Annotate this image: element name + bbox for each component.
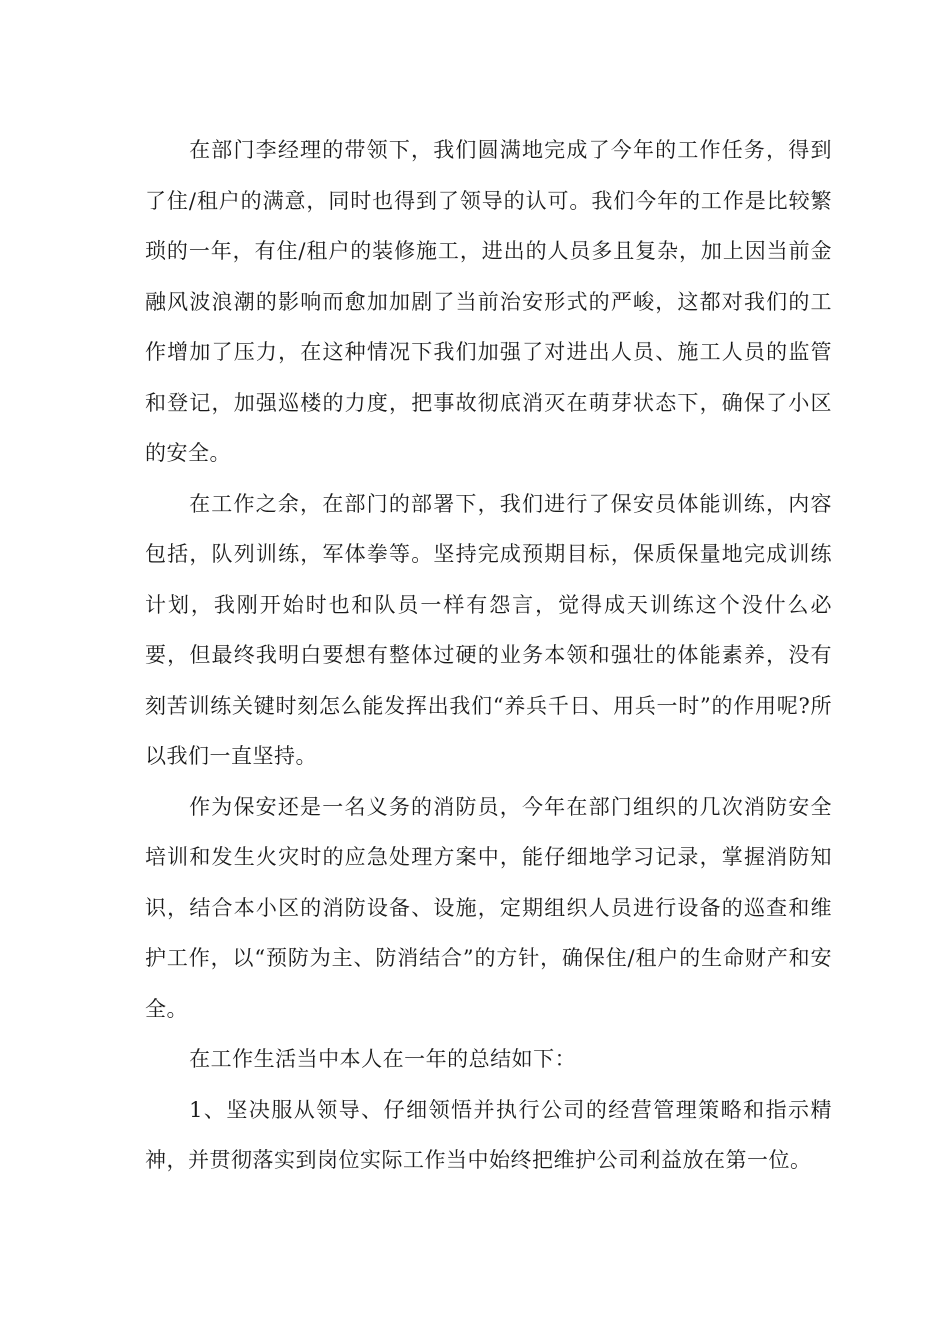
paragraph-summary-intro: 在工作生活当中本人在一年的总结如下：	[189, 1047, 577, 1071]
paragraph-work-summary: 在部门李经理的带领下，我们圆满地完成了今年的工作任务，得到了住/租户的满意，同时也得到了领导的认可。我们今年的工作是比较繁琐的一年，有住/租户的装修施工，进出的人员多且复杂，加上因当前金融风波浪潮的影响而愈加加剧了当前治安形式的严峻，这都对我们的工作增加了压力，在这种情况下我们加强了对进出人员、施工人员的监管和登记，加强巡楼的力度，把事故彻底消灭在萌芽状态下，确保了小区的安全。	[145, 138, 832, 465]
paragraph-training: 在工作之余，在部门的部署下，我们进行了保安员体能训练，内容包括，队列训练，军体拳等。坚持完成预期目标，保质保量地完成训练计划，我刚开始时也和队员一样有怨言，觉得成天训练这个没什么必要，但最终我明白要想有整体过硬的业务本领和强壮的体能素养，没有刻苦训练关键时刻怎么能发挥出我们“养兵千日、用兵一时”的作用呢?所以我们一直坚持。	[145, 491, 832, 768]
paragraph-item-1: 1、坚决服从领导、仔细领悟并执行公司的经营管理策略和指示精神，并贯彻落实到岗位实际工作当中始终把维护公司利益放在第一位。	[145, 1097, 832, 1172]
paragraph-fire-safety: 作为保安还是一名义务的消防员，今年在部门组织的几次消防安全培训和发生火灾时的应急处理方案中，能仔细地学习记录，掌握消防知识，结合本小区的消防设备、设施，定期组织人员进行设备的巡查和维护工作，以“预防为主、防消结合”的方针，确保住/租户的生命财产和安全。	[145, 794, 832, 1021]
